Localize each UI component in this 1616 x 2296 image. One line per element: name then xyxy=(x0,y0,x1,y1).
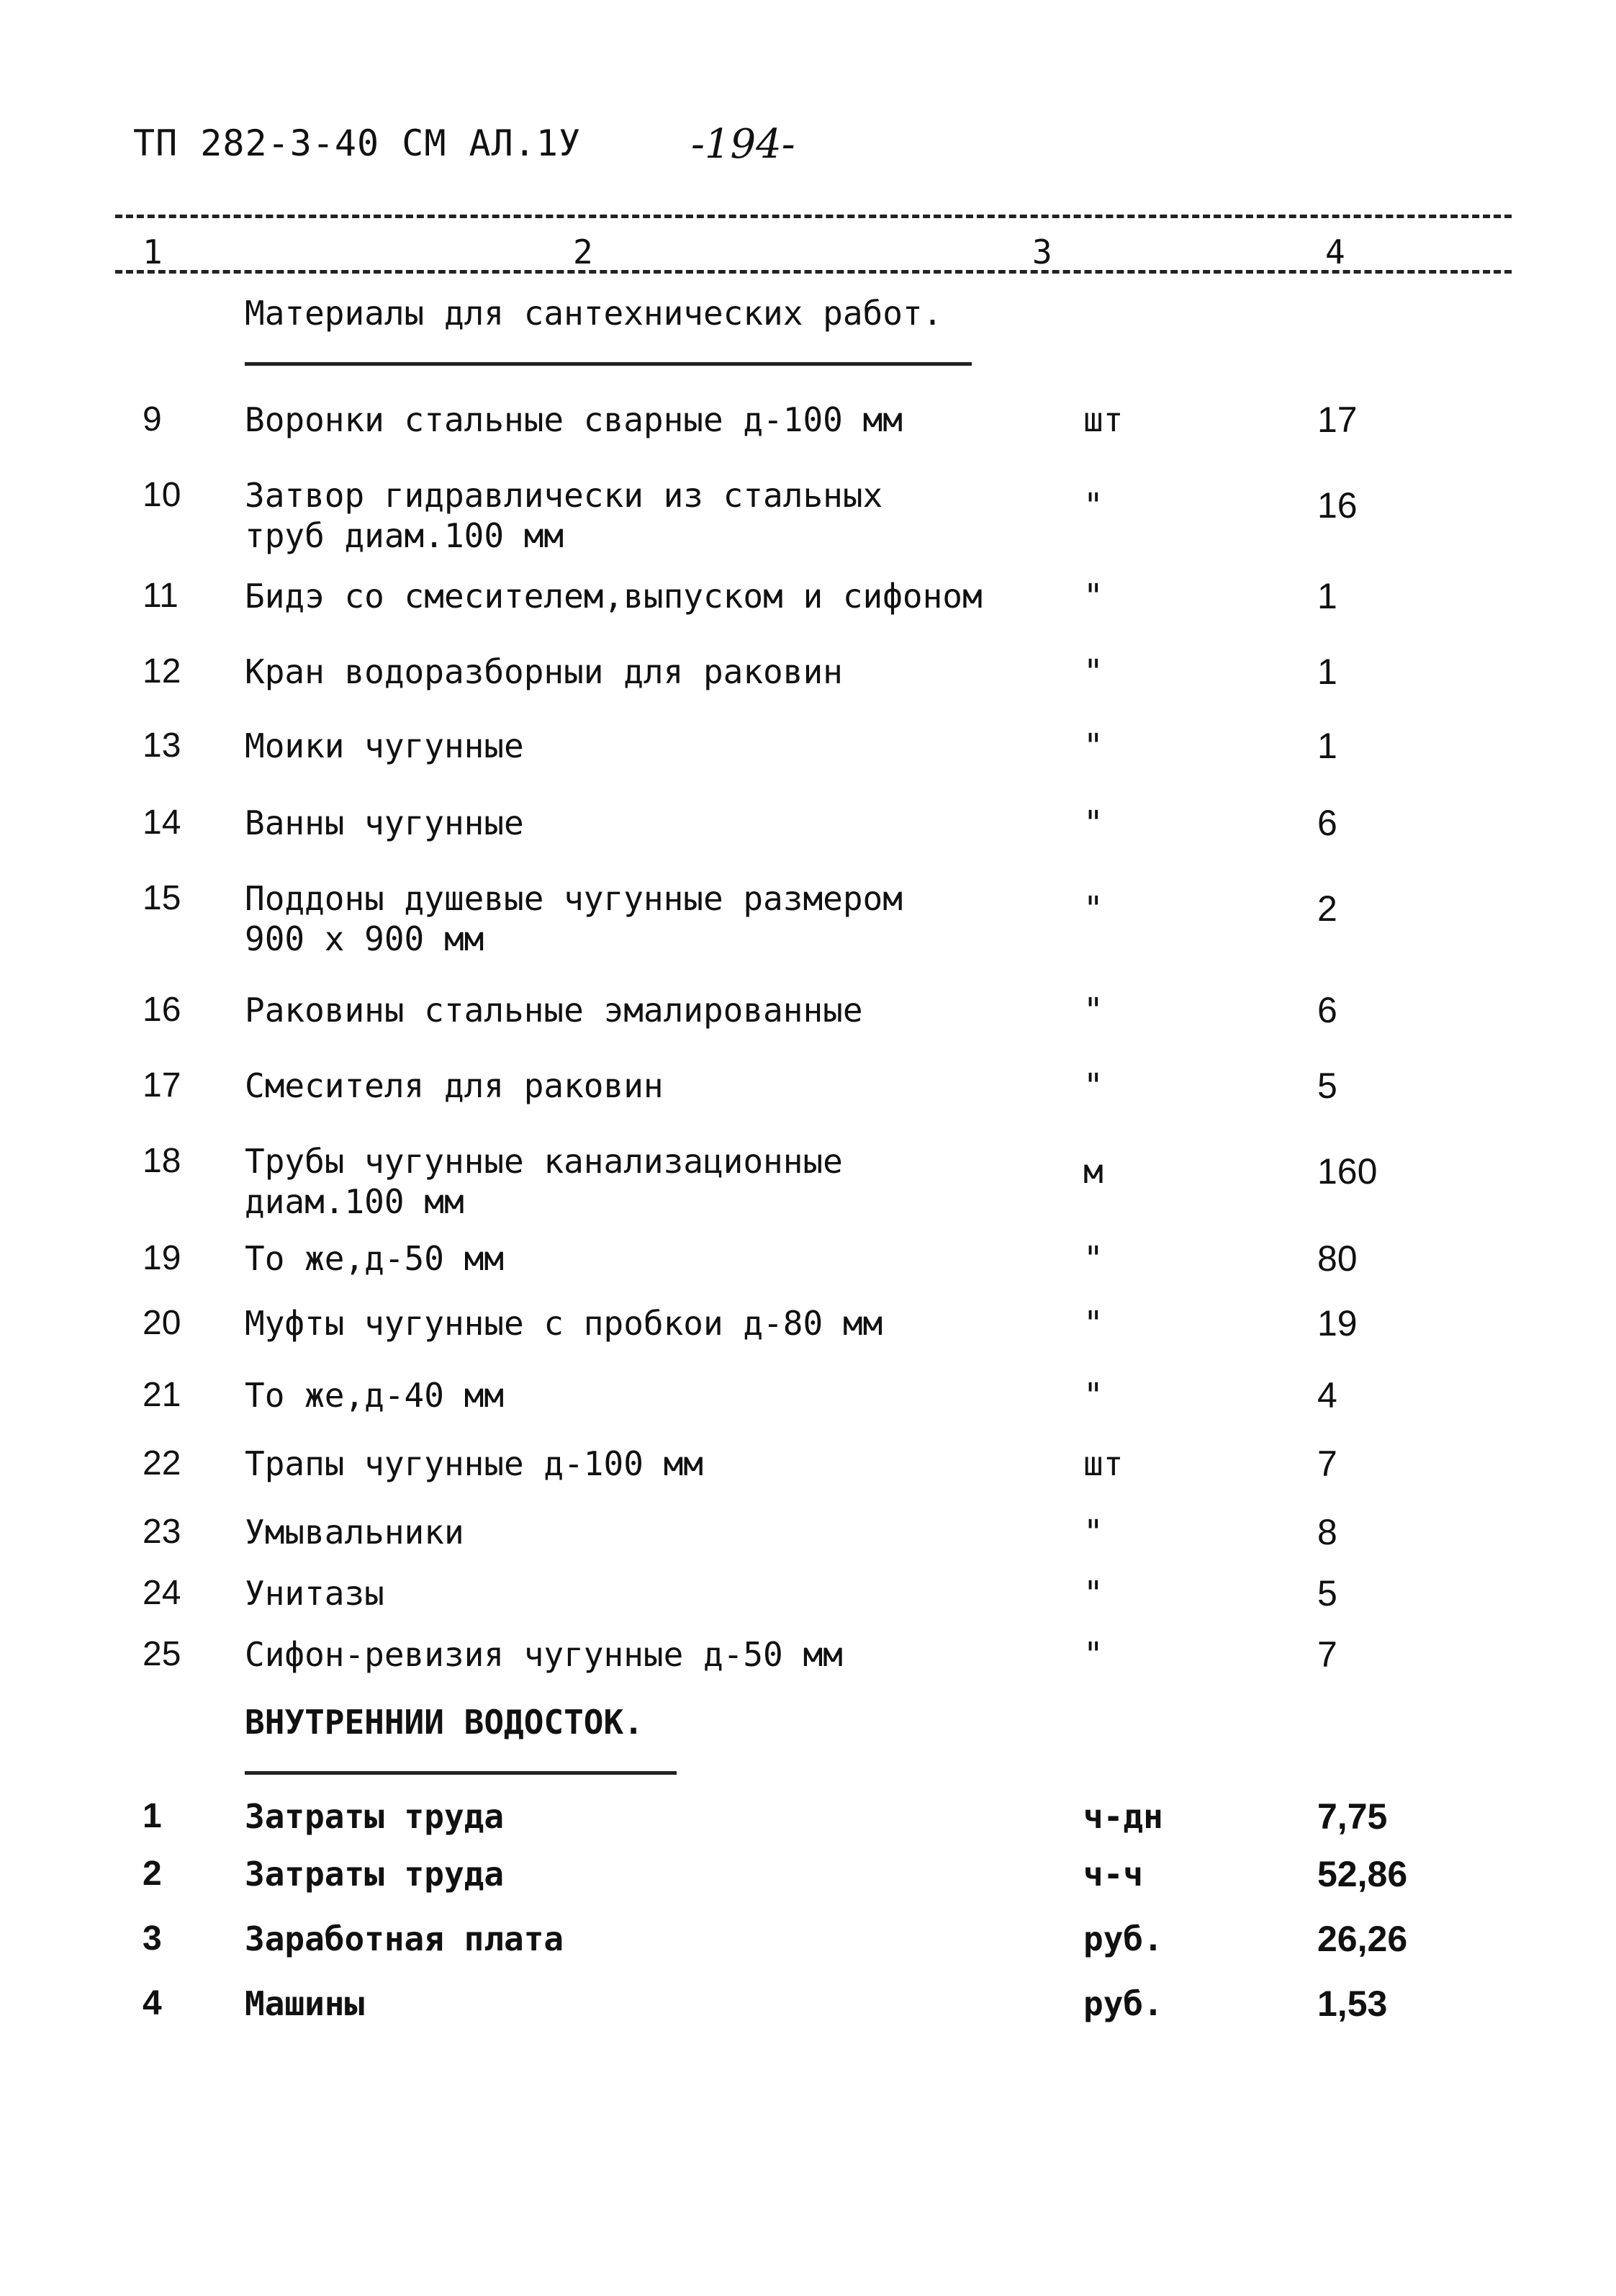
row-number: 24 xyxy=(143,1574,181,1612)
row-unit: шт xyxy=(1083,400,1124,439)
section-underline xyxy=(245,1771,677,1775)
row-number: 18 xyxy=(143,1142,181,1180)
row-unit: " xyxy=(1083,1513,1103,1552)
row-name: Машины xyxy=(245,1984,365,2023)
row-name: Затраты труда xyxy=(245,1855,505,1894)
row-unit: руб. xyxy=(1083,1984,1163,2023)
row-unit: ч-дн xyxy=(1083,1797,1163,1836)
row-quantity: 2 xyxy=(1317,888,1337,929)
column-header-2: 2 xyxy=(569,234,597,270)
row-unit: " xyxy=(1083,1635,1103,1674)
row-name: Трапы чугунные д-100 мм xyxy=(245,1444,703,1483)
row-number: 23 xyxy=(143,1513,181,1551)
row-quantity: 5 xyxy=(1317,1066,1337,1106)
row-number: 20 xyxy=(143,1304,181,1342)
row-number: 25 xyxy=(143,1635,181,1673)
row-name: Поддоны душевые чугунные размером 900 х 900 мм xyxy=(245,879,903,958)
row-quantity: 6 xyxy=(1317,803,1337,843)
row-quantity: 19 xyxy=(1317,1303,1358,1343)
row-unit: м xyxy=(1083,1152,1103,1191)
row-name: Воронки стальные сварные д-100 мм xyxy=(245,400,903,439)
row-quantity: 1 xyxy=(1317,726,1337,766)
row-quantity: 16 xyxy=(1317,485,1358,526)
row-number: 14 xyxy=(143,803,181,842)
row-name: Заработная плата xyxy=(245,1919,564,1958)
row-name: Затвор гидравлически из стальных труб диам.100 мм xyxy=(245,476,883,555)
row-unit: " xyxy=(1083,803,1103,842)
row-quantity: 52,86 xyxy=(1317,1854,1408,1894)
row-name: Трубы чугунные канализационные диам.100 мм xyxy=(245,1142,843,1221)
row-number: 15 xyxy=(143,879,181,917)
row-number: 19 xyxy=(143,1239,181,1277)
column-header-4: 4 xyxy=(1321,234,1350,270)
row-quantity: 5 xyxy=(1317,1573,1337,1613)
row-unit: " xyxy=(1083,1376,1103,1415)
row-name: Моики чугунные xyxy=(245,726,524,765)
row-quantity: 80 xyxy=(1317,1238,1358,1279)
row-number: 11 xyxy=(143,577,179,615)
row-unit: " xyxy=(1083,1304,1103,1343)
row-name: Бидэ со смесителем,выпуском и сифоном xyxy=(245,577,983,616)
row-unit: ч-ч xyxy=(1083,1855,1144,1894)
row-number: 22 xyxy=(143,1444,181,1482)
row-number: 21 xyxy=(143,1376,181,1414)
row-unit: " xyxy=(1083,577,1103,616)
row-unit: " xyxy=(1083,486,1103,525)
row-quantity: 8 xyxy=(1317,1512,1337,1552)
row-number: 9 xyxy=(143,400,162,438)
row-number: 4 xyxy=(143,1984,162,2022)
row-unit: " xyxy=(1083,889,1103,928)
row-quantity: 1 xyxy=(1317,652,1337,692)
row-name: Ванны чугунные xyxy=(245,803,524,842)
section-title-materials: Материалы для сантехнических работ. xyxy=(245,294,943,333)
row-number: 2 xyxy=(143,1855,162,1893)
row-name: То же,д-40 мм xyxy=(245,1376,505,1415)
section-title-internal-drain: ВНУТРЕННИИ ВОДОСТОК. xyxy=(245,1703,644,1742)
row-name: Кран водоразборныи для раковин xyxy=(245,652,843,691)
row-unit: " xyxy=(1083,1066,1103,1105)
row-name: Смесителя для раковин xyxy=(245,1066,664,1105)
row-unit: шт xyxy=(1083,1444,1124,1483)
row-quantity: 6 xyxy=(1317,990,1337,1030)
column-dashed-rule xyxy=(115,270,1512,274)
row-name: Затраты труда xyxy=(245,1797,505,1836)
header-dashed-rule xyxy=(115,215,1512,218)
row-number: 17 xyxy=(143,1066,181,1104)
row-unit: " xyxy=(1083,652,1103,691)
row-quantity: 7 xyxy=(1317,1634,1337,1675)
row-quantity: 7,75 xyxy=(1317,1796,1388,1837)
row-name: Муфты чугунные с пробкои д-80 мм xyxy=(245,1304,883,1343)
row-number: 3 xyxy=(143,1919,162,1958)
row-unit: " xyxy=(1083,991,1103,1030)
row-unit: " xyxy=(1083,1239,1103,1278)
row-quantity: 1 xyxy=(1317,576,1337,616)
row-number: 12 xyxy=(143,652,181,690)
column-header-1: 1 xyxy=(138,234,167,270)
row-name: Сифон-ревизия чугунные д-50 мм xyxy=(245,1635,843,1674)
section-underline xyxy=(245,362,972,366)
row-number: 13 xyxy=(143,726,181,765)
row-quantity: 7 xyxy=(1317,1444,1337,1484)
row-quantity: 17 xyxy=(1317,400,1358,440)
row-unit: " xyxy=(1083,1574,1103,1613)
column-header-3: 3 xyxy=(1028,234,1057,270)
row-name: То же,д-50 мм xyxy=(245,1239,505,1278)
page-number: -194- xyxy=(691,121,795,168)
row-unit: руб. xyxy=(1083,1919,1163,1958)
row-number: 16 xyxy=(143,991,181,1029)
row-number: 10 xyxy=(143,476,181,514)
row-number: 1 xyxy=(143,1797,162,1835)
row-quantity: 4 xyxy=(1317,1375,1337,1415)
row-quantity: 160 xyxy=(1317,1151,1378,1192)
row-name: Умывальники xyxy=(245,1513,464,1552)
row-quantity: 26,26 xyxy=(1317,1919,1408,1959)
document-code: ТП 282-3-40 СМ АЛ.1У xyxy=(133,122,582,164)
row-name: Унитазы xyxy=(245,1574,384,1613)
row-unit: " xyxy=(1083,726,1103,765)
row-quantity: 1,53 xyxy=(1317,1984,1388,2024)
row-name: Раковины стальные эмалированные xyxy=(245,991,863,1030)
